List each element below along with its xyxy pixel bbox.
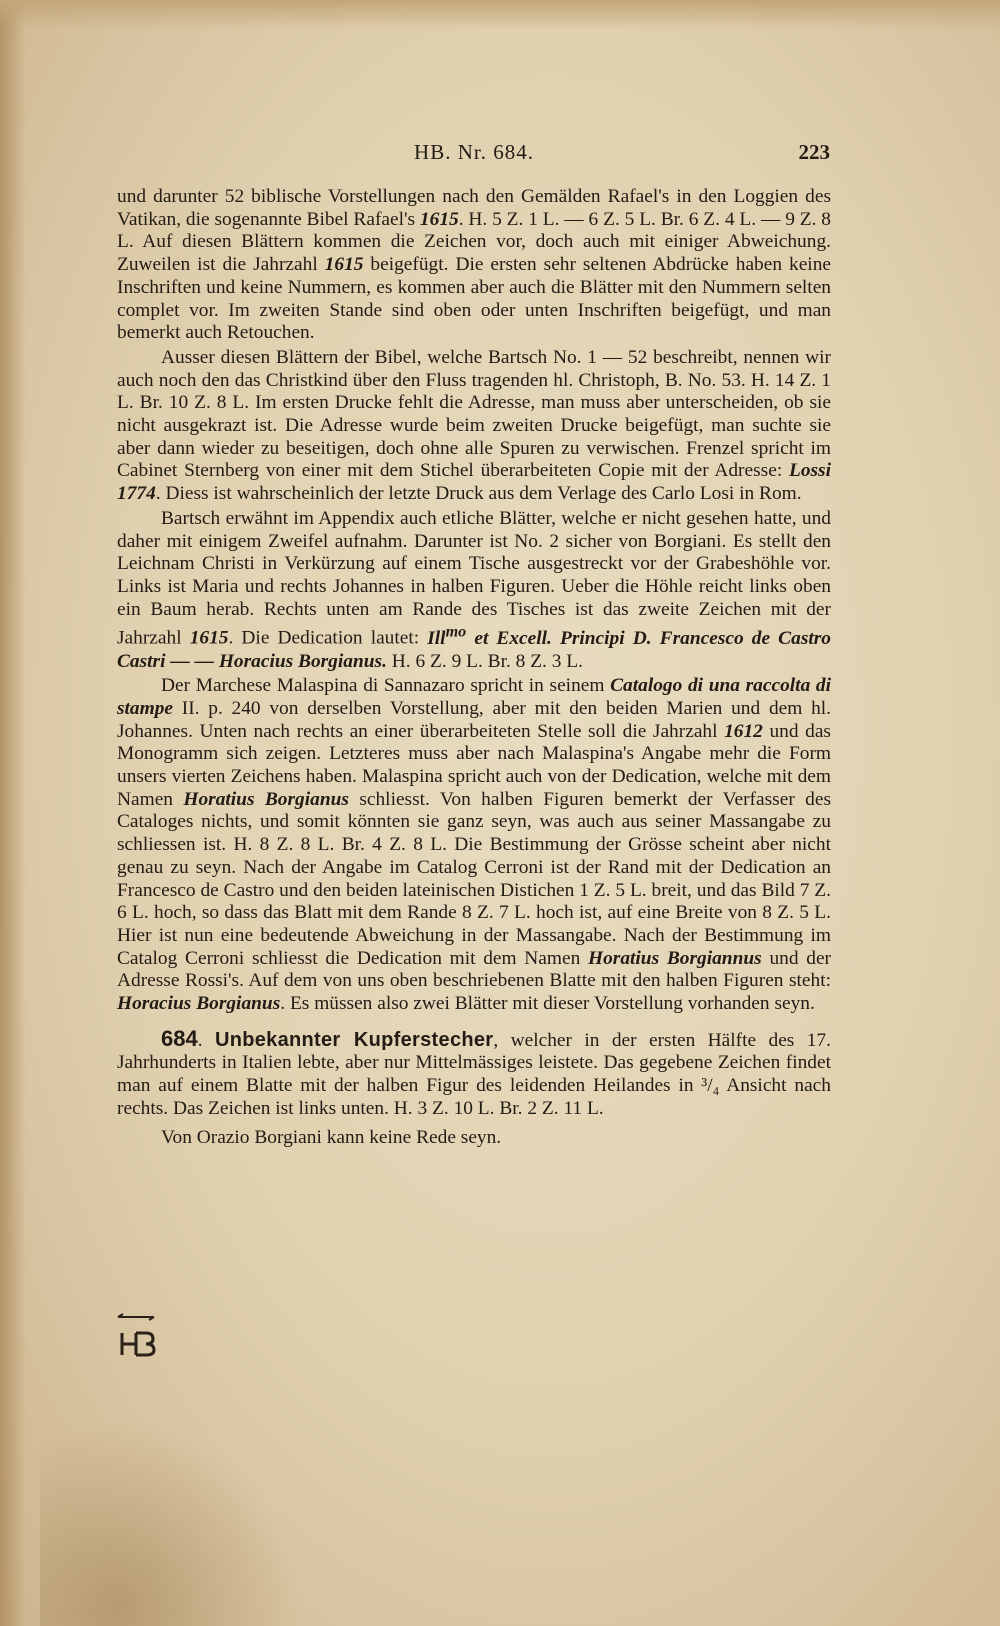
paper-stain: [40, 1420, 300, 1626]
paragraph-malaspina: Der Marchese Malaspina di Sannazaro spricht in seinem Catalogo di una raccolta di stampe II. p. 240 von derselben Vorstellung, aber mit den beiden Marien und dem hl. Johannes. Unten nach rechts an einer überarbeiteten Stelle soll die Jahrzahl 1612 und das Monogramm sich zeigen. Letzteres muss aber nach Malaspina's Angabe mehr die Form unsers vierten Zeichens haben. Malaspina spricht auch von der Dedication, welche mit dem Namen Horatius Borgianus schliesst. Von halben Figuren bemerkt der Verfasser des Cataloges nichts, und somit könnten sie ganz seyn, was auch aus seiner Massangabe zu schliessen ist. H. 8 Z. 8 L. Br. 4 Z. 8 L. Die Bestimmung der Grösse scheint aber nicht genau zu seyn. Nach der Angabe im Catalog Cerroni ist der Rand mit der Dedication an Francesco de Castro und den beiden lateinischen Distichen 1 Z. 5 L. breit, und das Bild 7 Z. 6 L. hoch, so dass das Blatt mit dem Rande 8 Z. 7 L. hoch ist, auf eine Breite von 8 Z. 5 L. Hier ist nun eine bedeutende Abweichung in der Massangabe. Nach der Bestimmung im Catalog Cerroni schliesst die Dedication mit dem Namen Horatius Borgiannus und der Adresse Rossi's. Auf dem von uns oben beschriebenen Blatte mit den halben Figuren steht: Horacius Borgianus. Es müssen also zwei Blätter mit dieser Vorstellung vorhanden seyn.: [117, 675, 832, 1015]
entry-684: [117, 1025, 831, 1150]
fraction: ³/₄: [701, 1075, 720, 1097]
paragraph-bible: und darunter 52 biblische Vorstellungen nach den Gemälden Rafael's in den Loggien des Vatikan, die sogenannte Bibel Rafael's 1615. H. 5 Z. 1 L. — 6 Z. 5 L. Br. 6 Z. 4 L. — 9 Z. 8 L. Auf diesen Blättern kommen die Zeichen vor, doch auch mit einiger Abweichung. Zuweilen ist die Jahrzahl 1615 beigefügt. Die ersten sehr seltenen Abdrücke haben keine Inschriften und keine Nummern, es kommen aber auch die Blätter mit den Nummern selten complet vor. Im zweiten Stande sind oben oder unten Inschriften beigefügt, und man bemerkt auch Retouchen.: [117, 186, 831, 344]
paragraph-christoph: Ausser diesen Blättern der Bibel, welche Bartsch No. 1 — 52 beschreibt, nennen wir auch noch den das Christkind über den Fluss tragenden hl. Christoph, B. No. 53. H. 14 Z. 1 L. Br. 10 Z. 8 L. Im ersten Drucke fehlt die Adresse, man muss aber unterscheiden, ob sie nicht ausgekrazt ist. Die Adresse wurde beim zweiten Drucke beigefügt, man suchte sie aber dann wieder zu beseitigen, doch ohne alle Spuren zu verwischen. Frenzel spricht im Cabinet Sternberg von einer mit dem Stichel überarbeiteten Copie mit der Adresse: Lossi 1774. Diess ist wahrscheinlich der letzte Druck aus dem Verlage des Carlo Losi in Rom.: [117, 346, 831, 505]
dedication-text: Ill$^{mo}$ et Excell. Principi D. Francesco de Castro Castri — — Horacius Borgianus.: [117, 623, 831, 672]
paragraph-appendix: Bartsch erwähnt im Appendix auch etliche Blätter, welche er nicht gesehen hatte, und daher mit einigem Zweifel aufnahm. Darunter ist No. 2 sicher von Borgiani. Es stellt den Leichnam Christi in Verkürzung auf einem Tische ausgestreckt vor der Grabeshöhle vor. Links ist Maria und rechts Johannes in halben Figuren. Ueber die Höhle reicht links oben ein Baum herab. Rechts unten am Rande des Tisches ist das zweite Zeichen mit der Jahrzahl 1615. Die Dedication lautet: Ill$^{mo}$ et Excell. Principi D. Francesco de Castro Castri — — Horacius Borgianus. H. 6 Z. 9 L. Br. 8 Z. 3 L.: [117, 507, 831, 672]
catalog-title: Catalogo di una raccolta di stampe: [117, 675, 832, 719]
year-mark: 1615: [324, 254, 364, 276]
body-text: [117, 186, 831, 1149]
year-mark: 1612: [724, 720, 763, 742]
page-header: [118, 140, 830, 174]
entry-title: Unbekannter Kupferstecher: [214, 1028, 494, 1051]
closing-sentence: Von Orazio Borgiani kann keine Rede seyn.: [161, 1126, 502, 1148]
page-number: 223: [798, 140, 830, 164]
page-edge-shadow: [0, 0, 26, 1626]
page-top-shadow: [0, 0, 1000, 30]
entry-paragraph: 684. Unbekannter Kupferstecher, welcher in der ersten Hälfte des 17. Jahrhunderts in Italien lebte, aber nur Mittelmässiges leistete. Das gegebene Zeichen findet man auf einem Blatte mit der halben Figur des leidenden Heilandes in ³/₄ Ansicht nach rechts. Das Zeichen ist links unten. H. 3 Z. 10 L. Br. 2 Z. 11 L.: [117, 1025, 831, 1119]
artist-name: Horatius Borgianus: [183, 788, 349, 810]
running-head: HB. Nr. 684.: [414, 140, 534, 164]
year-mark: 1615: [419, 208, 459, 230]
monogram-hb-icon: [114, 1309, 160, 1363]
artist-name: Horacius Borgianus: [117, 993, 281, 1015]
address-text: Lossi 1774: [117, 460, 831, 505]
entry-number: 684: [161, 1025, 198, 1051]
year-mark: 1615: [189, 627, 229, 649]
monogram-mark: [114, 1309, 160, 1363]
artist-name: Horatius Borgiannus: [588, 947, 762, 969]
